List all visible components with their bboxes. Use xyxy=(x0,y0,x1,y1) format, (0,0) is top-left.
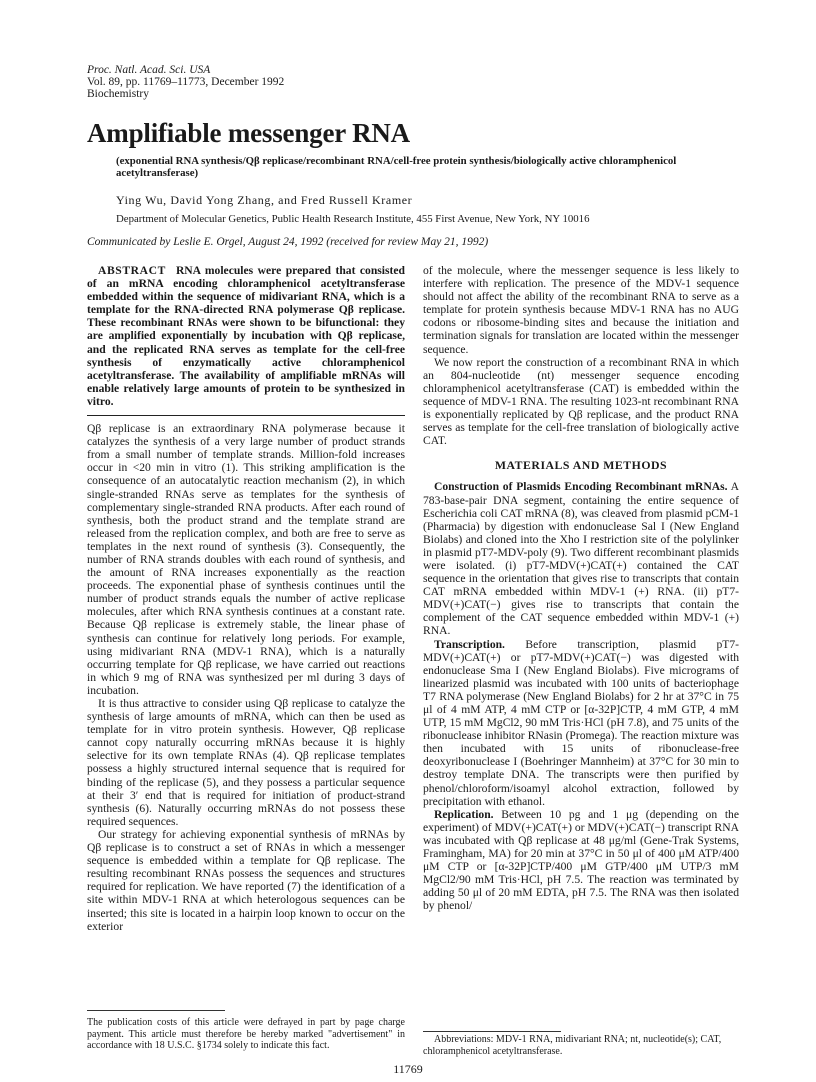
intro-paragraph-5: We now report the construction of a recombinant RNA in which an 804-nucleotide (nt) messenger sequence encoding chloramphenicol acetyltransferase (CAT) is embedded within the sequence of MDV-1 RNA. The resulting 1023-nt recombinant RNA is exponentially replicated by Qβ replicase, and the product RNA serves as template for the cell-free translation of biologically active CAT. xyxy=(423,355,739,448)
page-number: 11769 xyxy=(393,1062,423,1076)
transcription-heading: Transcription. xyxy=(434,637,505,651)
article-title: Amplifiable messenger RNA xyxy=(87,118,410,148)
abstract-text: RNA molecules were prepared that consisted of an mRNA encoding chloramphenicol acetyltransferase embedded within the sequence of midivariant RNA, which is a template for the RNA-directed RNA polymerase Qβ replicase. These recombinant RNAs were shown to be bifunctional: they are amplified exponentially by incubation with Qβ replicase, and the replicated RNA serves as template for the cell-free synthesis of enzymatically active chloramphenicol acetyltransferase. The availability of amplifiable mRNAs will enable relatively large amounts of protein to be synthesized in vitro. xyxy=(87,264,405,408)
methods-transcription xyxy=(423,638,739,808)
communicated-by: Communicated by Leslie E. Orgel, August 24, 1992 (received for review May 21, 1992) xyxy=(87,236,489,248)
affiliation: Department of Molecular Genetics, Public Health Research Institute, 455 First Avenue, New York, NY 10016 xyxy=(116,213,590,225)
footnote-divider xyxy=(87,1010,225,1011)
transcription-text: Before transcription, plasmid pT7-MDV(+)CAT(+) or pT7-MDV(+)CAT(−) was digested with endonuclease Sma I (New England Biolabs). Five micrograms of linearized plasmid was incubated with 100 units of bacteriophage T7 RNA polymerase (New England Biolabs) for 2 hr at 37°C in 75 μl of 4 mM ATP, 4 mM CTP or [α-32P]CTP, 4 mM GTP, 4 mM UTP, 15 mM MgCl2, 90 mM Tris·HCl (pH 7.8), and 75 units of the ribonuclease inhibitor RNasin (Promega). The reaction mixture was then incubated with 15 units of ribonuclease-free deoxyribonuclease I (Boehringer Mannheim) at 37°C for 30 min to destroy template DNA. The transcripts were then purified by phenol/chloroform/isoamyl alcohol extraction, followed by precipitation with ethanol. xyxy=(423,637,739,808)
replication-text: Between 10 pg and 1 μg (depending on the experiment) of MDV(+)CAT(+) or MDV(+)CAT(−) transcript RNA was incubated with Qβ replicase at 48 μg/ml (Gene-Trak Systems, Framingham, MA) for 20 min at 37°C in 50 μl of 400 μM ATP/400 μM CTP or [α-32P]CTP/400 μM GTP/400 μM UTP/3 mM MgCl2/90 mM Tris·HCl, pH 7.5. The reaction was terminated by adding 50 μl of 20 mM EDTA, pH 7.5. The RNA was then isolated by phenol/ xyxy=(423,807,739,913)
right-column xyxy=(423,264,739,913)
section-heading-methods: MATERIALS AND METHODS xyxy=(494,458,668,473)
abstract-divider xyxy=(87,415,405,416)
methods-construction xyxy=(423,480,739,637)
volume-line: Vol. 89, pp. 11769–11773, December 1992 xyxy=(87,76,285,88)
abbreviations-note: Abbreviations: MDV-1 RNA, midivariant RNA; nt, nucleotide(s); CAT, chloramphenicol acetyltransferase. xyxy=(423,1034,722,1057)
methods-replication xyxy=(423,808,739,913)
keywords: (exponential RNA synthesis/Qβ replicase/recombinant RNA/cell-free protein synthesis/biologically active chloramphenicol acetyltransferase) xyxy=(116,155,677,179)
intro-paragraph-3: Our strategy for achieving exponential synthesis of mRNAs by Qβ replicase is to construct a set of RNAs in which a messenger sequence is embedded within a template for Qβ replicase. The resulting recombinant RNAs possess the sequences and structures required for replication. We have reported (7) the identification of a site within MDV-1 RNA at which heterologous sequences can be inserted; this site is located in a hairpin loop known to occur on the exterior xyxy=(87,827,405,933)
replication-heading: Replication. xyxy=(434,807,494,821)
intro-paragraph-4: of the molecule, where the messenger sequence is less likely to interfere with replication. The presence of the MDV-1 sequence should not affect the ability of the recombinant RNA to serve as a template for protein synthesis because MDV-1 RNA has no AUG codons or ribosome-binding sites and because the initiation and termination signals for translation are located within the messenger sequence. xyxy=(423,264,739,356)
construction-text: A 783-base-pair DNA segment, containing the entire sequence of Escherichia coli CAT mRNA (8), was cleaved from plasmid pCM-1 (Pharmacia) by digestion with endonuclease Sal I (New England Biolabs) and cloned into the Xho I restriction site of the polylinker in plasmid pT7-MDV-poly (9). Two different recombinant plasmids were isolated. (i) pT7-MDV(+)CAT(+) contained the CAT sequence in the orientation that gives rise to transcripts that contain CAT mRNA embedded within MDV-1 (+) RNA. (ii) pT7-MDV(+)CAT(−) gives rise to transcripts that contain the complement of the CAT sequence embedded within MDV-1 (+) RNA. xyxy=(423,480,739,638)
left-column xyxy=(87,264,405,933)
journal-name: Proc. Natl. Acad. Sci. USA xyxy=(87,64,211,76)
abstract-label: ABSTRACT xyxy=(98,264,166,277)
intro-paragraph-2: It is thus attractive to consider using Qβ replicase to catalyze the synthesis of large amounts of mRNA, which can then be used as template for in vitro protein synthesis. However, Qβ replicase cannot copy naturally occurring mRNAs because it is highly selective for its own template RNAs (4). Qβ replicase templates possess a highly structured internal sequence that is required for binding of the replicase (5), and they possess a particular sequence at their 3′ end that is required for initiation of product-strand synthesis (6). Naturally occurring mRNAs do not possess these required sequences. xyxy=(87,697,405,828)
section-label: Biochemistry xyxy=(87,88,149,100)
abbreviations-divider xyxy=(423,1031,561,1032)
publication-costs-note: The publication costs of this article were defrayed in part by page charge payment. This article must therefore be hereby marked "advertisement" in accordance with 18 U.S.C. §1734 solely to indicate this fact. xyxy=(87,1017,405,1051)
intro-paragraph-1: Qβ replicase is an extraordinary RNA polymerase because it catalyzes the synthesis of a very large number of product strands from a small number of template strands. Million-fold increases occur in <20 min in vitro (1). This striking amplification is the consequence of an autocatalytic reaction mechanism (2), in which single-stranded RNAs serve as templates for the synthesis of complementary single-stranded RNA products. After each round of synthesis, both the product strand and the template strand are released from the replication complex, and both are free to serve as templates in the next round of synthesis (3). Consequently, the number of RNA strands doubles with each round of synthesis, and the amount of RNA increases exponentially as the reaction proceeds. The exponential phase of synthesis continues until the number of product strands equals the number of active replicase molecules, after which RNA synthesis continues at a constant rate. Because Qβ replicase is extremely stable, the linear phase of synthesis can continue for relatively long periods. For example, using midivariant RNA (MDV-1 RNA), which is a naturally occurring template for Qβ replicase, we have carried out reactions in which 9 mg of RNA was synthesized per ml during 3 days of incubation. xyxy=(87,422,405,697)
abstract xyxy=(87,264,405,408)
journal-header xyxy=(87,64,284,100)
authors: Ying Wu, David Yong Zhang, and Fred Russell Kramer xyxy=(116,193,413,207)
construction-heading: Construction of Plasmids Encoding Recombinant mRNAs. xyxy=(434,480,728,494)
